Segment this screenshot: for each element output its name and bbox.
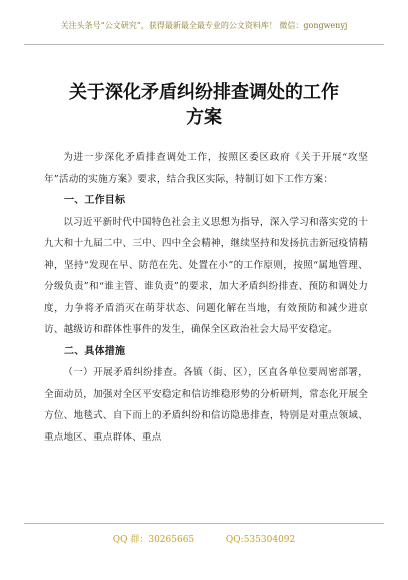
header-notice: 关注头条号“公文研究”，获得最新最全最专业的公文资料库！ 微信：gongwenyj <box>60 21 348 30</box>
footer-qq-number: QQ:535304092 <box>225 535 296 545</box>
footer-qq-group: QQ 群：30265665 <box>112 535 195 545</box>
title-line-1: 关于深化矛盾纠纷排查调处的工作 <box>69 82 339 103</box>
header-divider <box>24 44 384 45</box>
section-2-item-1: （一）开展矛盾纠纷排查。各镇（街、区），区直各单位要周密部署，全面动员，加强对全区平安稳定和信访维稳形势的分析研判，常态化开展全方位、地毯式、自下而上的矛盾纠纷和信访隐患排查，特别是对重点领域、重点地区、重点群体、重点 <box>44 367 368 443</box>
title-line-2: 方案 <box>186 107 222 128</box>
footer-contact <box>0 532 408 545</box>
intro-paragraph: 为进一步深化矛盾排查调处工作，按照区委区政府《关于开展“攻坚年”活动的实施方案》要求，结合我区实际，特制订如下工作方案： <box>44 152 368 185</box>
section-1-paragraph: 以习近平新时代中国特色社会主义思想为指导，深入学习和落实党的十九大和十九届二中、三中、四中全会精神，继续坚持和发扬抗击新冠疫情精神，坚持“发现在早、防范在先、处置在小”的工作原则，按照“属地管理、分级负责”和“谁主管、谁负责”的要求，加大矛盾纠纷排查、预防和调处力度，力争将矛盾消灭在萌芽状态、问题化解在当地，有效预防和减少进京访、越级访和群体性事件的发生，确保全区政治社会大局平安稳定。 <box>44 216 368 335</box>
section-1-heading: 一、工作目标 <box>64 195 126 206</box>
footer-divider <box>24 523 384 524</box>
section-2-heading: 二、具体措施 <box>64 345 126 357</box>
document-title <box>40 80 368 130</box>
document-body <box>44 147 368 448</box>
